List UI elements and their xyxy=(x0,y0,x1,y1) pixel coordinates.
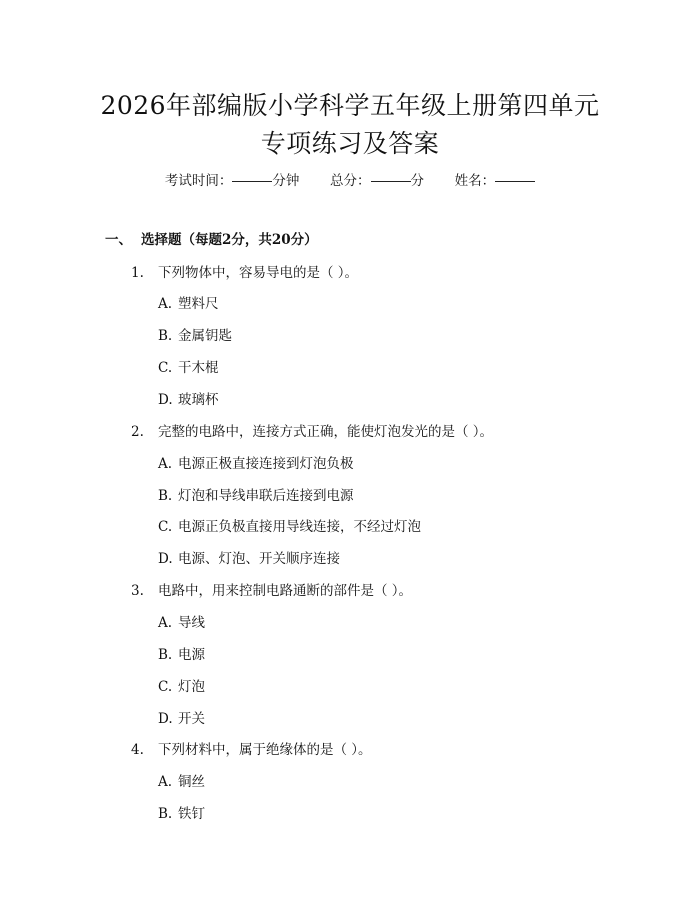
option-1d xyxy=(158,388,219,408)
option-3c xyxy=(158,675,205,695)
question-number: 2. xyxy=(131,424,144,440)
exam-info-row xyxy=(0,169,700,189)
option-letter: A. xyxy=(158,296,173,312)
exam-time-blank xyxy=(232,181,272,182)
option-text: 导线 xyxy=(178,615,205,631)
total-score-unit: 分 xyxy=(410,173,424,189)
option-1c xyxy=(158,356,219,376)
option-1b xyxy=(158,324,232,344)
page-title-line-2: 专项练习及答案 xyxy=(260,129,440,158)
question-text: 下列物体中，容易导电的是（ ）。 xyxy=(158,265,359,281)
option-text: 塑料尺 xyxy=(178,296,219,312)
option-letter: C. xyxy=(158,360,173,376)
student-name-field xyxy=(455,169,536,189)
option-letter: D. xyxy=(158,392,173,408)
question-2 xyxy=(131,420,493,440)
question-number: 3. xyxy=(131,583,144,599)
option-1a xyxy=(158,292,219,312)
option-letter: A. xyxy=(158,456,173,472)
option-2a xyxy=(158,452,354,472)
option-letter: C. xyxy=(158,519,173,535)
option-text: 铜丝 xyxy=(178,774,205,790)
question-1 xyxy=(131,261,358,281)
option-text: 玻璃杯 xyxy=(178,392,219,408)
option-letter: B. xyxy=(158,806,173,822)
total-score-blank xyxy=(371,181,411,182)
option-2d xyxy=(158,547,340,567)
student-name-label: 姓名： xyxy=(454,173,496,189)
option-text: 电源、灯泡、开关顺序连接 xyxy=(178,551,340,567)
option-text: 电源正负极直接用导线连接，不经过灯泡 xyxy=(178,519,421,535)
page-title-line-1: 2026年部编版小学科学五年级上册第四单元 xyxy=(100,91,600,120)
option-2c xyxy=(158,515,421,535)
option-text: 电源 xyxy=(178,647,205,663)
question-number: 1. xyxy=(131,265,144,281)
option-letter: A. xyxy=(158,774,173,790)
option-letter: C. xyxy=(158,679,173,695)
student-name-blank xyxy=(495,181,535,182)
section-title: 选择题（每题2分，共20分） xyxy=(141,232,318,248)
option-letter: B. xyxy=(158,488,173,504)
option-letter: A. xyxy=(158,615,173,631)
exam-time-unit: 分钟 xyxy=(272,173,300,189)
total-score-label: 总分： xyxy=(330,173,371,189)
section-heading xyxy=(105,228,318,248)
option-text: 铁钉 xyxy=(178,806,205,822)
option-3d xyxy=(158,707,205,727)
option-3a xyxy=(158,611,205,631)
option-text: 灯泡和导线串联后连接到电源 xyxy=(178,488,354,504)
exam-time-label: 考试时间： xyxy=(164,173,233,189)
exam-time-field xyxy=(165,169,300,189)
question-number: 4. xyxy=(131,742,144,758)
question-4 xyxy=(131,738,372,758)
option-text: 灯泡 xyxy=(178,679,205,695)
option-letter: D. xyxy=(158,551,173,567)
option-4a xyxy=(158,770,205,790)
option-letter: D. xyxy=(158,711,173,727)
question-text: 电路中，用来控制电路通断的部件是（ ）。 xyxy=(158,583,413,599)
option-letter: B. xyxy=(158,647,173,663)
section-number: 一、 xyxy=(105,232,132,248)
question-3 xyxy=(131,579,412,599)
option-text: 开关 xyxy=(178,711,205,727)
option-4b xyxy=(158,802,205,822)
total-score-field xyxy=(330,169,424,189)
option-text: 电源正极直接连接到灯泡负极 xyxy=(178,456,354,472)
option-text: 干木棍 xyxy=(178,360,219,376)
question-text: 完整的电路中，连接方式正确，能使灯泡发光的是（ ）。 xyxy=(158,424,494,440)
option-text: 金属钥匙 xyxy=(178,328,232,344)
option-3b xyxy=(158,643,205,663)
option-2b xyxy=(158,484,354,504)
question-text: 下列材料中，属于绝缘体的是（ ）。 xyxy=(158,742,372,758)
option-letter: B. xyxy=(158,328,173,344)
